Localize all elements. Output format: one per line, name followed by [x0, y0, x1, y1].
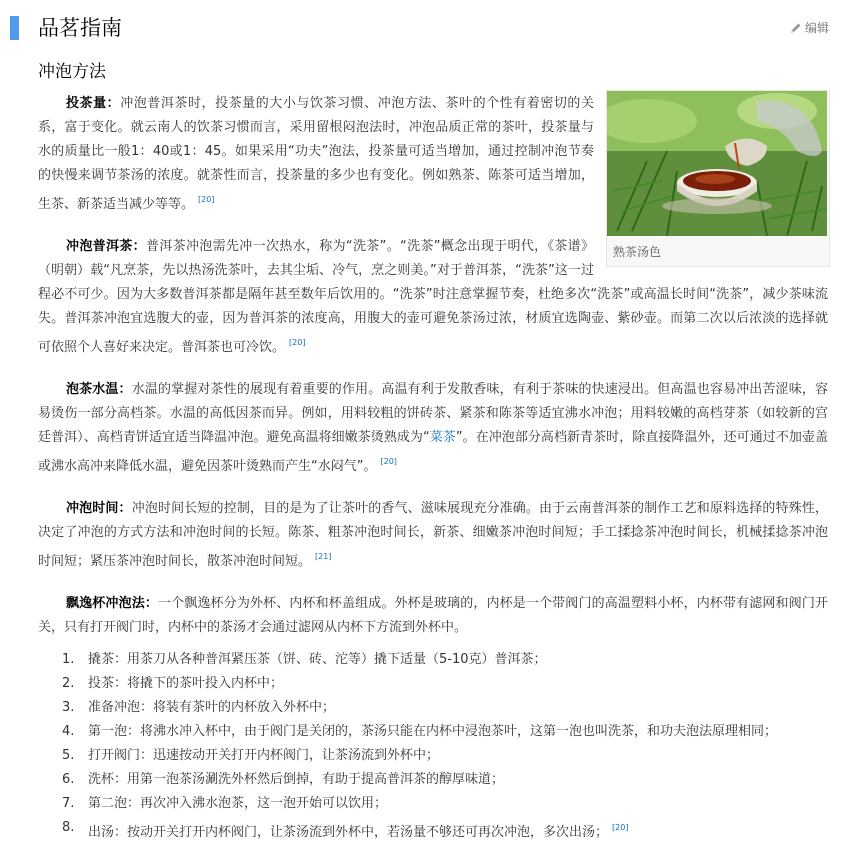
- step-number: 8.: [62, 820, 75, 835]
- reference-link[interactable]: [20]: [289, 338, 306, 347]
- tea-figure[interactable]: [606, 90, 830, 267]
- list-item: [38, 816, 828, 845]
- step-number: 3.: [62, 700, 75, 715]
- step-text: [88, 816, 828, 845]
- term-label: 投茶量：: [66, 96, 121, 111]
- section-accent-bar: [10, 16, 19, 40]
- paragraph-text: 普洱茶冲泡需先冲一次热水，称为“洗茶”。“洗茶”概念出现于明代，《茶谱》（明朝）载“凡烹茶，先以热汤洗茶叶，去其尘垢、冷气，烹之则美。”对于普洱茶，“洗茶”这一过程必不可少。因为大多数普洱茶都是隔年甚至数年后饮用的。“洗茶”时注意掌握节奏，杜绝多次“洗茶”或高温长时间“洗茶”，减少茶味流失。普洱茶冲泡宜选腹大的壶，因为普洱茶的浓度高，用腹大的壶可避免茶汤过浓，材质宜选陶壶、紫砂壶。而第二次以后浓淡的选择就可依照个人喜好来决定。普洱茶也可冷饮。: [38, 239, 828, 355]
- reference-link[interactable]: [20]: [198, 195, 215, 204]
- list-item: [38, 744, 828, 768]
- step-text: 第一泡：将沸水冲入杯中，由于阀门是关闭的，茶汤只能在内杯中浸泡茶叶，这第一泡也叫洗茶，和功夫泡法原理相同；: [88, 724, 778, 739]
- paragraph-water-temperature: [38, 378, 828, 479]
- step-text: 第二泡：再次冲入沸水泡茶，这一泡开始可以饮用；: [88, 796, 388, 811]
- paragraph-text: 冲泡普洱茶时，投茶量的大小与饮茶习惯、冲泡方法、茶叶的个性有着密切的关系，富于变化。就云南人的饮茶习惯而言，采用留根闷泡法时，冲泡品质正常的茶叶，投茶量与水的质量比一般1：40或1：45。如果采用“功夫”泡法，投茶量可适当增加，通过控制冲泡节奏的快慢来调节茶汤的浓度。就茶性而言，投茶量的多少也有变化。例如熟茶、陈茶可适当增加，生茶、新茶适当减少等等。: [38, 96, 594, 212]
- section-title: 品茗指南: [38, 16, 122, 40]
- step-number: 5.: [62, 748, 75, 763]
- reference-link[interactable]: [21]: [315, 552, 332, 561]
- list-item: [38, 648, 828, 672]
- step-text: 打开阀门：迅速按动开关打开内杯阀门，让茶汤流到外杯中；: [88, 748, 440, 763]
- tea-photo-icon: [607, 91, 827, 236]
- paragraph-brewing-time: [38, 497, 828, 574]
- subsection-title: 冲泡方法: [38, 62, 106, 82]
- step-number: 1.: [62, 652, 75, 667]
- steps-list: [38, 648, 828, 845]
- list-item: [38, 792, 828, 816]
- term-label: 冲泡普洱茶：: [66, 239, 146, 254]
- piaoyi-cup-link[interactable]: 飘逸杯: [66, 596, 106, 611]
- term-label: 冲泡法：: [105, 596, 158, 611]
- step-text-body: 出汤：按动开关打开内杯阀门，让茶汤流到外杯中，若汤量不够还可再次冲泡，多次出汤；: [88, 825, 609, 840]
- edit-link[interactable]: [790, 20, 829, 38]
- step-number: 7.: [62, 796, 75, 811]
- list-item: [38, 696, 828, 720]
- step-number: 4.: [62, 724, 75, 739]
- paragraph-text: 水温的掌握对茶性的展现有着重要的作用。高温有利于发散香味，有利于茶味的快速浸出。但高温也容易冲出苦涩味，容易烫伤一部分高档茶。水温的高低因茶而异。例如，用料较粗的饼砖茶、紧茶和陈茶等适宜沸水冲泡；用料较嫩的高档芽茶（如较新的宫廷普洱）、高档青饼适宜适当降温冲泡。避免高温将细嫩茶烫熟成为“: [38, 382, 828, 445]
- step-text: 准备冲泡：将装有茶叶的内杯放入外杯中；: [88, 700, 336, 715]
- pencil-icon: [790, 22, 802, 38]
- step-text: 洗杯：用第一泡茶汤涮洗外杯然后倒掉，有助于提高普洱茶的醇厚味道；: [88, 772, 505, 787]
- list-item: [38, 672, 828, 696]
- paragraph-piaoyi-method: [38, 592, 828, 640]
- reference-link[interactable]: [20]: [380, 457, 397, 466]
- article-body: [38, 92, 828, 845]
- term-label: 泡茶水温：: [66, 382, 132, 397]
- list-item: [38, 720, 828, 744]
- step-number: 6.: [62, 772, 75, 787]
- list-item: [38, 768, 828, 792]
- caicha-link[interactable]: 菜茶: [429, 430, 456, 445]
- figure-caption: 熟茶汤色: [613, 245, 662, 259]
- paragraph-text: 冲泡时间长短的控制，目的是为了让茶叶的香气、滋味展现充分准确。由于云南普洱茶的制作工艺和原料选择的特殊性，决定了冲泡的方式方法和冲泡时间的长短。陈茶、粗茶冲泡时间长，新茶、细嫩茶冲泡时间短；手工揉捻茶冲泡时间长，机械揉捻茶冲泡时间短；紧压茶冲泡时间长，散茶冲泡时间短。: [38, 501, 828, 569]
- paragraph-text: 一个飘逸杯分为外杯、内杯和杯盖组成。外杯是玻璃的，内杯是一个带阀门的高温塑料小杯，内杯带有滤网和阀门开关，只有打开阀门时，内杯中的茶汤才会通过滤网从内杯下方流到外杯中。: [38, 596, 828, 635]
- term-label: 冲泡时间：: [66, 501, 132, 516]
- edit-label: 编辑: [804, 21, 829, 35]
- paragraph-text-continued: ”。在冲泡部分高档新青茶时，除直接降温外，还可通过不加壶盖或沸水高冲来降低水温，避免因茶叶烫熟而产生“水闷气”。: [38, 430, 828, 474]
- reference-link[interactable]: [20]: [612, 823, 629, 832]
- step-text: 投茶：将撬下的茶叶投入内杯中；: [88, 676, 284, 691]
- step-number: 2.: [62, 676, 75, 691]
- step-text: 撬茶：用茶刀从各种普洱紧压茶（饼、砖、沱等）撬下适量（5-10克）普洱茶；: [88, 652, 547, 667]
